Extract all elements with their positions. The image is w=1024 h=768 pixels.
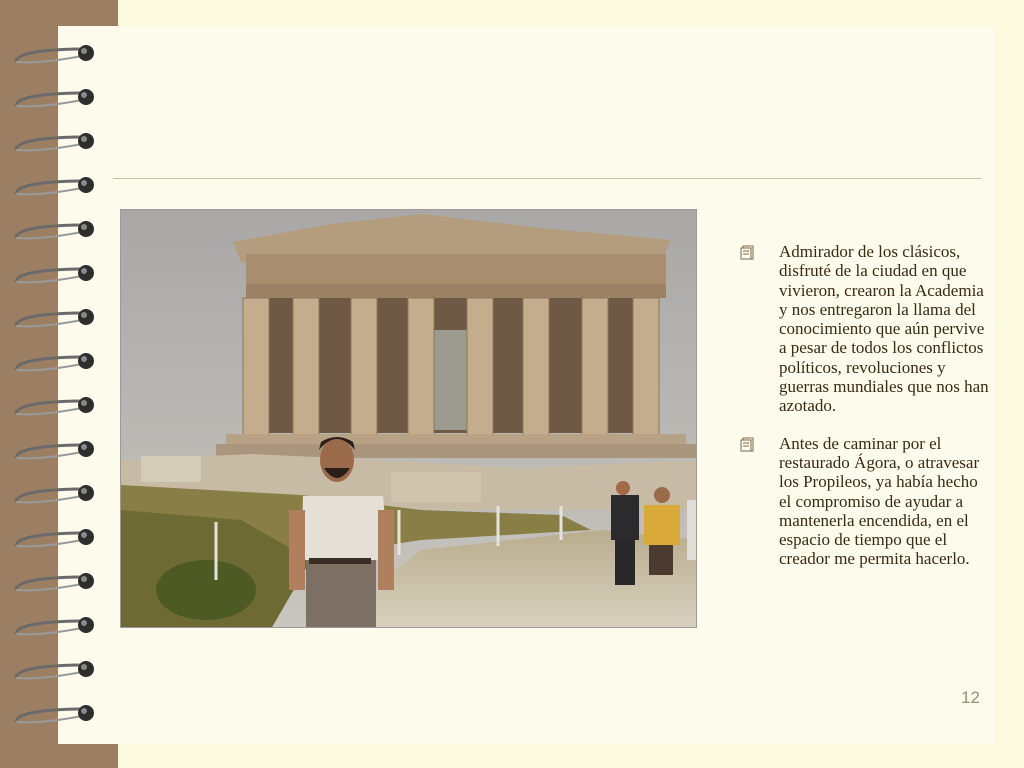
spiral-ring-icon [10,392,102,420]
spiral-ring-icon [10,480,102,508]
spiral-ring-icon [10,260,102,288]
spiral-ring-icon [10,436,102,464]
notepad-bullet-icon [740,245,754,260]
spiral-ring-icon [10,172,102,200]
spiral-ring-icon [10,656,102,684]
parthenon-photo [120,209,697,628]
notepad-bullet-icon [740,437,754,452]
paragraph-text: Antes de caminar por el restaurado Ágora, o atravesar los Propileos, ya había hecho el compromiso de ayudar a mantenerla encendida, en el espacio de tiempo que el creador me permita hacerlo. [779,433,980,569]
paragraph-2 [740,434,990,569]
spiral-ring-icon [10,348,102,376]
spiral-ring-icon [10,40,102,68]
spiral-ring-icon [10,84,102,112]
spiral-ring-icon [10,216,102,244]
paragraph-text: Admirador de los clásicos, disfruté de la ciudad en que vivieron, crearon la Academia y nos entregaron la llama del conocimiento que aún pervive a pesar de todos los conflictos políticos, revoluciones y guerras mundiales que nos han azotado. [779,242,989,416]
spiral-ring-icon [10,128,102,156]
text-column [740,242,990,587]
spiral-ring-icon [10,612,102,640]
spiral-ring-icon [10,304,102,332]
paragraph-1 [740,242,990,416]
page-number: 12 [961,688,980,707]
spiral-ring-icon [10,524,102,552]
spiral-ring-icon [10,568,102,596]
spiral-ring-icon [10,700,102,728]
header-divider [113,178,981,179]
